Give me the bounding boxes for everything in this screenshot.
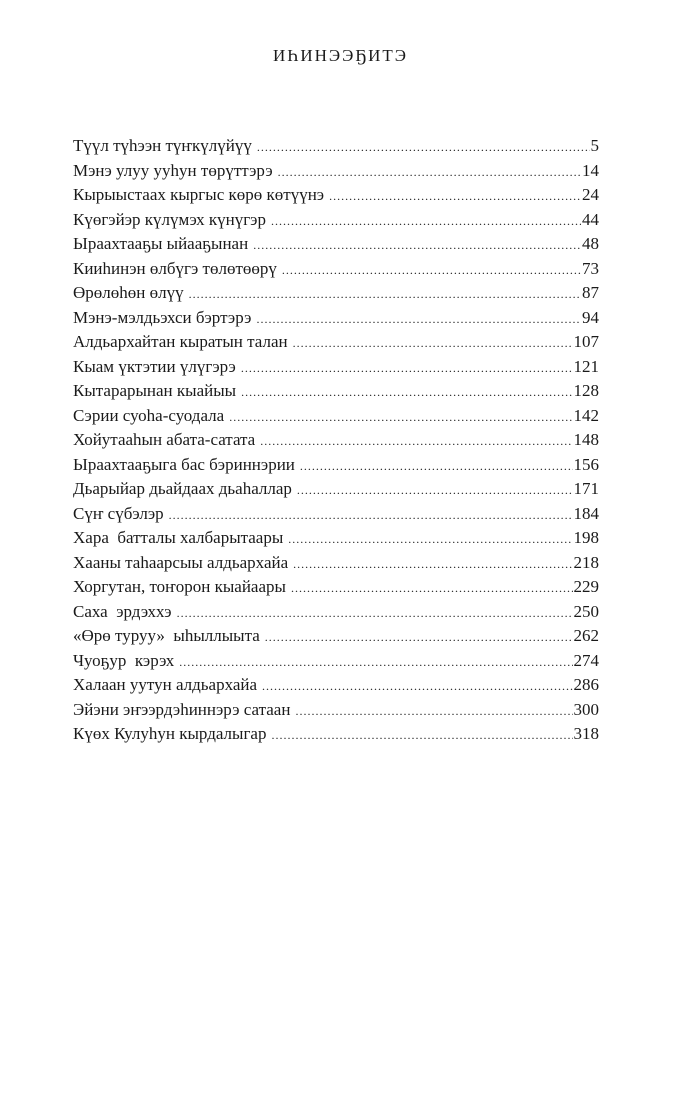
toc-entry <box>73 502 599 527</box>
toc-dot-leader <box>257 135 590 160</box>
toc-entry-page-number: 128 <box>573 381 599 400</box>
toc-entry-page-number: 262 <box>573 626 599 645</box>
toc-dot-leader <box>253 233 581 258</box>
toc-entry <box>73 208 599 233</box>
toc-entry <box>73 453 599 478</box>
toc-entry-title: Мэнэ-мэлдьэхси бэртэрэ <box>73 307 252 327</box>
toc-dot-leader <box>295 699 572 724</box>
toc-entry-page-number: 300 <box>573 699 599 719</box>
toc-dot-leader <box>265 625 573 650</box>
toc-entry-title: Мэнэ улуу ууһун төрүттэрэ <box>73 160 273 180</box>
toc-entry-page-number: 171 <box>573 479 599 498</box>
toc-entry <box>73 722 599 747</box>
toc-entry <box>73 379 599 404</box>
toc-entry <box>73 330 599 355</box>
toc-dot-leader <box>241 380 572 405</box>
toc-entry-title: Ыраахтааҕы ыйааҕынан <box>73 234 249 253</box>
toc-entry <box>73 673 599 698</box>
toc-entry-page-number: 156 <box>573 454 599 474</box>
toc-dot-leader <box>189 282 581 307</box>
toc-entry <box>73 134 599 159</box>
toc-dot-leader <box>271 723 572 748</box>
toc-dot-leader <box>278 160 581 185</box>
toc-entry <box>73 428 599 453</box>
toc-dot-leader <box>329 184 581 209</box>
toc-dot-leader <box>300 454 573 479</box>
toc-dot-leader <box>293 331 573 356</box>
toc-entry-title: Кииһинэн өлбүгэ төлөтөөрү <box>73 258 277 278</box>
toc-entry-page-number: 318 <box>573 724 599 743</box>
toc-entry-title: Кырыыстаах кыргыс көрө көтүүнэ <box>73 185 325 204</box>
toc-entry <box>73 355 599 380</box>
toc-entry-title: Ыраахтааҕыга бас бэриннэрии <box>73 454 295 474</box>
toc-entry-title: Кыам үктэтии үлүгэрэ <box>73 356 236 376</box>
toc-entry <box>73 649 599 674</box>
toc-entry-title: Хойутааһын абата-сатата <box>73 430 256 449</box>
toc-entry <box>73 183 599 208</box>
toc-entry-page-number: 44 <box>582 209 599 229</box>
toc-entry-page-number: 274 <box>573 650 599 670</box>
toc-dot-leader <box>241 356 573 381</box>
toc-entry-title: Түүл түһээн түҥкүлүйүү <box>73 136 252 155</box>
toc-entry-page-number: 229 <box>573 577 599 596</box>
toc-entry-page-number: 24 <box>582 185 599 204</box>
toc-dot-leader <box>282 258 581 283</box>
toc-entry-title: Алдьархайтан кыратын талан <box>73 332 288 351</box>
toc-dot-leader <box>297 478 573 503</box>
toc-dot-leader <box>260 429 572 454</box>
toc-entry-title: Эйэни эҥээрдэһиннэрэ сатаан <box>73 699 291 719</box>
toc-entry-title: Хааны таһаарсыы алдьархайа <box>73 552 289 572</box>
toc-dot-leader <box>256 307 581 332</box>
toc-entry-page-number: 250 <box>573 601 599 621</box>
toc-entry <box>73 575 599 600</box>
toc-entry <box>73 159 599 184</box>
toc-dot-leader <box>293 552 572 577</box>
toc-dot-leader <box>177 601 573 626</box>
toc-entry <box>73 477 599 502</box>
toc-entry-title: Күөгэйэр күлүмэх күнүгэр <box>73 209 266 229</box>
toc-entry-page-number: 94 <box>582 307 599 327</box>
toc-entry-title: Дьарыйар дьайдаах дьаһаллар <box>73 479 292 498</box>
toc-entry <box>73 306 599 331</box>
toc-entry-title: Кытарарынан кыайыы <box>73 381 237 400</box>
toc-dot-leader <box>291 576 573 601</box>
toc-dot-leader <box>288 527 572 552</box>
toc-dot-leader <box>262 674 572 699</box>
toc-entry-page-number: 218 <box>573 552 599 572</box>
toc-entry-page-number: 184 <box>573 503 599 523</box>
toc-entry-title: «Өрө туруу» ыһыллыыта <box>73 626 260 645</box>
toc-entry-title: Сүҥ сүбэлэр <box>73 503 164 523</box>
toc-entry-page-number: 121 <box>573 356 599 376</box>
toc-entry-page-number: 73 <box>582 258 599 278</box>
toc-entry-title: Өрөлөһөн өлүү <box>73 283 184 302</box>
toc-dot-leader <box>271 209 581 234</box>
toc-entry <box>73 526 599 551</box>
toc-entry-title: Күөх Кулуһун кырдалыгар <box>73 724 267 743</box>
toc-entry <box>73 281 599 306</box>
toc-entry-title: Халаан уутун алдьархайа <box>73 675 258 694</box>
toc-entry-title: Саха эрдэххэ <box>73 601 172 621</box>
toc-entry-page-number: 14 <box>582 160 599 180</box>
toc-entry <box>73 551 599 576</box>
toc-entry-page-number: 48 <box>582 234 599 253</box>
toc-entry <box>73 624 599 649</box>
toc-entry-page-number: 5 <box>590 136 599 155</box>
toc-entry-page-number: 198 <box>573 528 599 547</box>
toc-entry-page-number: 142 <box>573 405 599 425</box>
table-of-contents <box>73 134 599 747</box>
toc-entry <box>73 232 599 257</box>
toc-dot-leader <box>229 405 572 430</box>
toc-entry-page-number: 87 <box>582 283 599 302</box>
toc-entry-title: Сэрии суоһа-суодала <box>73 405 225 425</box>
toc-entry <box>73 698 599 723</box>
page-title: ИҺИНЭЭҔИТЭ <box>273 46 408 65</box>
toc-entry-title: Хара батталы халбарытаары <box>73 528 284 547</box>
toc-entry <box>73 257 599 282</box>
toc-entry-title: Чуоҕур кэрэх <box>73 650 175 670</box>
toc-entry-title: Хоргутан, тоҥорон кыайаары <box>73 577 286 596</box>
toc-entry-page-number: 148 <box>573 430 599 449</box>
toc-dot-leader <box>169 503 573 528</box>
toc-entry <box>73 404 599 429</box>
toc-dot-leader <box>179 650 572 675</box>
toc-entry <box>73 600 599 625</box>
toc-entry-page-number: 286 <box>573 675 599 694</box>
toc-entry-page-number: 107 <box>573 332 599 351</box>
